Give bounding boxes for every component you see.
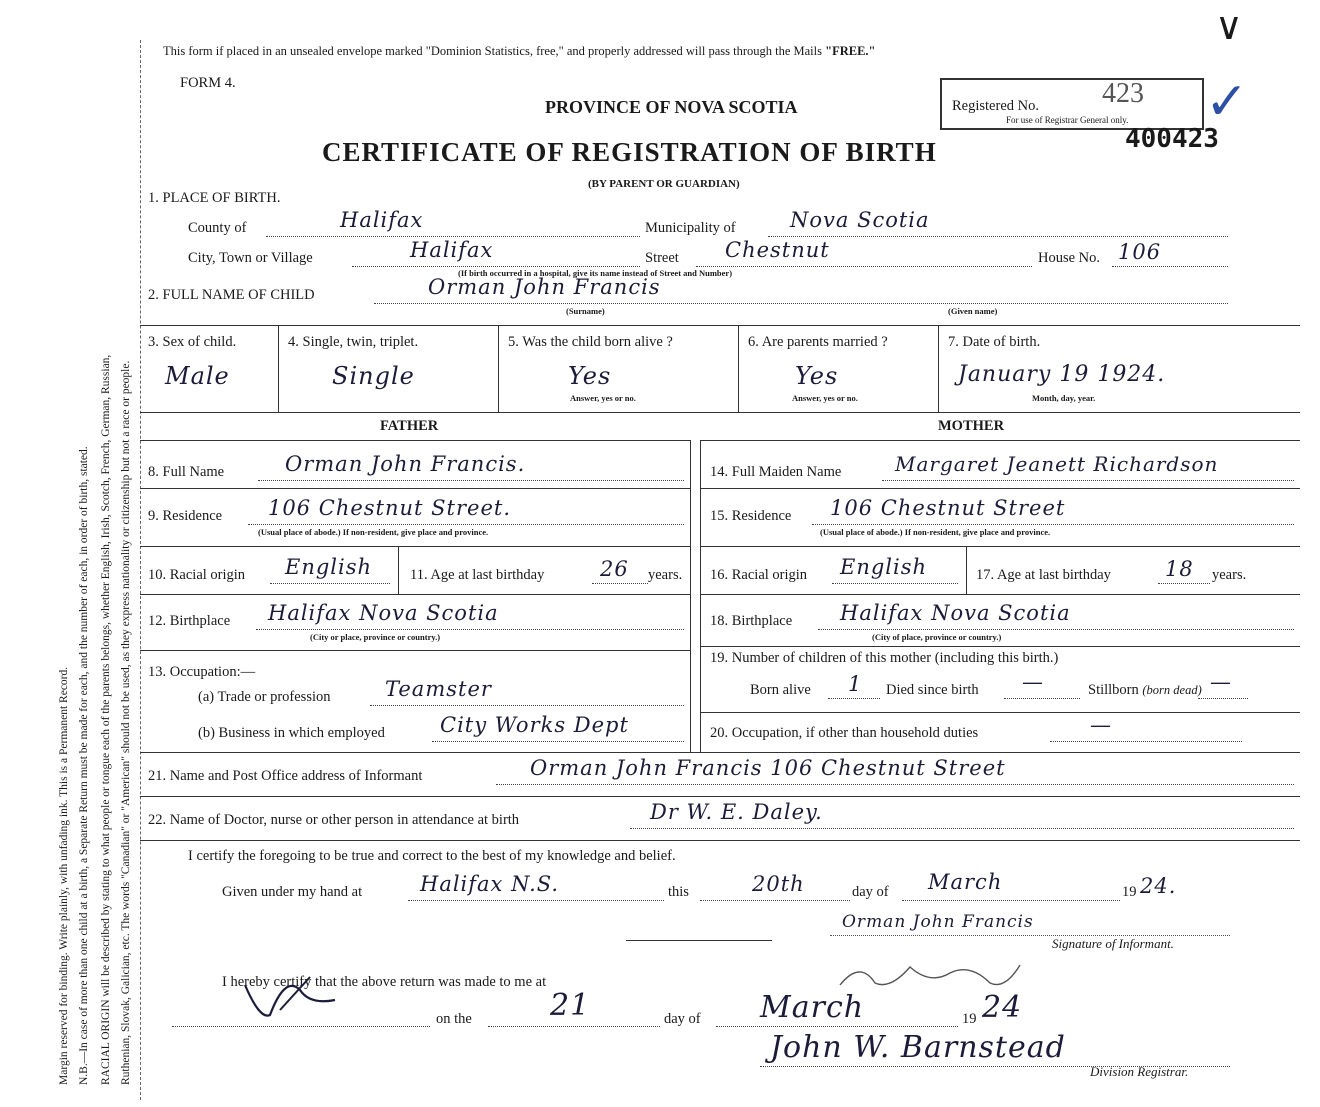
doctor-line — [630, 828, 1294, 829]
surname-note: (Surname) — [566, 306, 605, 316]
rule-top-items — [140, 325, 1300, 326]
stamp-number: 400423 — [1125, 124, 1219, 154]
registrar-year-suffix: 24 — [982, 990, 1023, 1025]
city-label: City, Town or Village — [188, 250, 313, 266]
municipality-label: Municipality of — [645, 220, 736, 236]
nb-note: N.B.—In case of more than one child at a birth, a Separate Return must be made for each, and the number of each, in order of birth, stated. — [78, 446, 90, 1085]
county-line — [266, 236, 640, 237]
registrar-day-line — [488, 1026, 660, 1027]
doctor-value: Dr W. E. Daley. — [650, 800, 823, 824]
registrar-mark-scribble — [830, 955, 1030, 995]
rule-items-bottom — [140, 412, 1300, 413]
mother-heading: MOTHER — [938, 418, 1005, 434]
born-alive-value: 1 — [848, 672, 863, 696]
mother-occupation-value: — — [1090, 713, 1112, 737]
registrar-day-of-label: day of — [664, 1011, 701, 1027]
child-name-line — [374, 303, 1228, 304]
mother-birthplace-note: (City of place, province or country.) — [872, 632, 1002, 642]
mother-birthplace-value: Halifax Nova Scotia — [840, 601, 1071, 625]
stillborn-label: Stillborn (born dead) — [1088, 682, 1202, 698]
rule-m5 — [700, 712, 1300, 713]
col-div-4 — [938, 325, 939, 413]
father-business-value: City Works Dept — [440, 713, 629, 737]
father-trade-line — [370, 705, 684, 706]
stillborn-value: — — [1210, 670, 1232, 694]
stillborn-line — [1198, 698, 1248, 699]
father-occupation-label: 13. Occupation:— — [148, 664, 256, 680]
father-trade-label: (a) Trade or profession — [198, 689, 331, 705]
born-alive-line — [828, 698, 880, 699]
rule-m3 — [700, 594, 1300, 595]
mother-residence-label: 15. Residence — [710, 508, 792, 524]
father-racial-line — [270, 583, 390, 584]
child-name-label: 2. FULL NAME OF CHILD — [148, 287, 315, 303]
father-years: years. — [648, 567, 683, 583]
mother-name-line — [882, 480, 1294, 481]
mother-age-div — [966, 546, 967, 594]
father-residence-label: 9. Residence — [148, 508, 223, 524]
registrar-statement: I hereby certify that the above return was made to me at — [222, 974, 547, 990]
married-label: 6. Are parents married ? — [748, 334, 888, 350]
mother-years: years. — [1212, 567, 1247, 583]
mail-notice: This form if placed in an unsealed envelope marked "Dominion Statistics, free," and properly addressed will pass through the Mails "FREE." — [163, 44, 876, 58]
father-residence-line — [248, 524, 684, 525]
county-value: Halifax — [340, 208, 424, 232]
racial-note-1: RACIAL ORIGIN will be described by stating to what people or tongue each of the parents belongs, whether English, Irish, Scotch, French, German, Russian, — [100, 354, 112, 1085]
rule-f4 — [140, 650, 690, 651]
house-value: 106 — [1118, 240, 1162, 264]
father-racial-value: English — [285, 555, 373, 579]
sex-value: Male — [165, 362, 230, 390]
margin-note: Margin reserved for binding. Write plainly, with unfading ink. This is a Permanent Record. — [58, 666, 70, 1085]
parents-divider-r — [700, 440, 701, 752]
registered-value: 423 — [1102, 78, 1144, 109]
rule-m1 — [700, 488, 1300, 489]
certify-statement: I certify the foregoing to be true and correct to the best of my knowledge and belief. — [188, 848, 676, 864]
informant-line — [496, 784, 1294, 785]
born-alive-label: Born alive — [750, 682, 811, 698]
rule-21 — [140, 796, 1300, 797]
month-line — [902, 900, 1120, 901]
margin-rule — [140, 40, 141, 1100]
registrar-month-line — [716, 1026, 958, 1027]
father-name-line — [258, 480, 684, 481]
house-label: House No. — [1038, 250, 1101, 266]
child-name-value: Orman John Francis — [428, 275, 661, 299]
rule-parents-bottom — [140, 752, 1300, 753]
check-mark: ✓ — [1205, 74, 1249, 131]
year-suffix: 24. — [1140, 874, 1177, 898]
rule-f3 — [140, 594, 690, 595]
mother-name-value: Margaret Jeanett Richardson — [895, 452, 1219, 476]
rule-f1 — [140, 488, 690, 489]
father-residence-note: (Usual place of abode.) If non-resident, give place and province. — [258, 527, 489, 537]
mother-name-label: 14. Full Maiden Name — [710, 464, 842, 480]
day-value: 20th — [752, 872, 805, 896]
alive-value: Yes — [568, 362, 612, 390]
father-name-value: Orman John Francis. — [285, 452, 526, 476]
mother-racial-line — [832, 583, 958, 584]
given-place-value: Halifax N.S. — [420, 872, 560, 896]
mother-residence-line — [812, 524, 1294, 525]
city-value: Halifax — [410, 238, 494, 262]
year-prefix: 19 — [1122, 884, 1137, 900]
alive-note: Answer, yes or no. — [570, 393, 636, 403]
hospital-note: (If birth occurred in a hospital, give its name instead of Street and Number) — [458, 268, 733, 278]
alive-label: 5. Was the child born alive ? — [508, 334, 673, 350]
mother-age-label: 17. Age at last birthday — [976, 567, 1111, 583]
father-birthplace-note: (City or place, province or country.) — [310, 632, 441, 642]
rule-heading-l — [140, 440, 690, 441]
certificate-title: CERTIFICATE OF REGISTRATION OF BIRTH — [322, 137, 937, 167]
given-place-line — [408, 900, 664, 901]
street-value: Chestnut — [725, 238, 830, 262]
day-of-label: day of — [852, 884, 889, 900]
registrar-note: For use of Registrar General only. — [1006, 115, 1129, 125]
corner-tick: ∨ — [1215, 4, 1243, 48]
house-line — [1112, 266, 1228, 267]
informant-signature-caption: Signature of Informant. — [1052, 936, 1174, 951]
father-residence-value: 106 Chestnut Street. — [268, 496, 511, 520]
registrar-month-value: March — [760, 990, 865, 1025]
col-div-1 — [278, 325, 279, 413]
father-age-line — [592, 583, 648, 584]
married-value: Yes — [795, 362, 839, 390]
given-label: Given under my hand at — [222, 884, 363, 900]
rule-f2 — [140, 546, 690, 547]
street-label: Street — [645, 250, 679, 266]
rule-22 — [140, 840, 1300, 841]
mother-age-line — [1158, 583, 1210, 584]
day-line — [700, 900, 850, 901]
died-line — [1004, 698, 1080, 699]
father-birthplace-value: Halifax Nova Scotia — [268, 601, 499, 625]
mother-residence-note: (Usual place of abode.) If non-resident, give place and province. — [820, 527, 1051, 537]
racial-note-2: Ruthenian, Slovak, Galician, etc. The words "Canadian" or "American" should not be used, as they express nationality or citizenship but not a race or people. — [120, 360, 132, 1085]
registrar-signature: John W. Barnstead — [770, 1030, 1066, 1065]
father-age-label: 11. Age at last birthday — [410, 567, 545, 583]
mother-occupation-label: 20. Occupation, if other than household duties — [710, 725, 979, 741]
registrar-initials-scribble — [240, 965, 350, 1025]
mother-occupation-line — [1050, 741, 1242, 742]
dob-label: 7. Date of birth. — [948, 334, 1041, 350]
father-age-value: 26 — [600, 557, 629, 581]
this-label: this — [668, 884, 689, 900]
registrar-caption: Division Registrar. — [1090, 1064, 1189, 1079]
city-line — [352, 266, 640, 267]
rule-m4 — [700, 646, 1300, 647]
place-heading: 1. PLACE OF BIRTH. — [148, 190, 281, 206]
married-note: Answer, yes or no. — [792, 393, 858, 403]
mother-racial-label: 16. Racial origin — [710, 567, 808, 583]
col-div-2 — [498, 325, 499, 413]
municipality-value: Nova Scotia — [790, 208, 930, 232]
plurality-label: 4. Single, twin, triplet. — [288, 334, 419, 350]
plurality-value: Single — [332, 362, 415, 390]
month-value: March — [928, 870, 1003, 894]
mother-birthplace-label: 18. Birthplace — [710, 613, 793, 629]
given-note: (Given name) — [948, 306, 998, 316]
form-number: FORM 4. — [180, 75, 236, 91]
informant-label: 21. Name and Post Office address of Informant — [148, 768, 423, 784]
father-birthplace-line — [256, 629, 684, 630]
father-birthplace-label: 12. Birthplace — [148, 613, 231, 629]
registrar-year-prefix: 19 — [962, 1011, 977, 1027]
dob-note: Month, day, year. — [1032, 393, 1096, 403]
father-trade-value: Teamster — [385, 677, 492, 701]
registered-label: Registered No. — [952, 98, 1039, 114]
mother-age-value: 18 — [1165, 557, 1194, 581]
father-business-line — [432, 741, 684, 742]
doctor-label: 22. Name of Doctor, nurse or other person in attendance at birth — [148, 812, 520, 828]
registrar-day-value: 21 — [550, 988, 591, 1023]
rule-heading-r — [700, 440, 1300, 441]
street-line — [696, 266, 1032, 267]
mother-racial-value: English — [840, 555, 928, 579]
died-label: Died since birth — [886, 682, 979, 698]
died-value: — — [1022, 670, 1044, 694]
mother-birthplace-line — [818, 629, 1294, 630]
father-heading: FATHER — [380, 418, 439, 434]
col-div-3 — [738, 325, 739, 413]
registrar-place-line — [172, 1026, 430, 1027]
mother-residence-value: 106 Chestnut Street — [830, 496, 1066, 520]
registered-box — [940, 78, 1204, 130]
rule-m2 — [700, 546, 1300, 547]
father-name-label: 8. Full Name — [148, 464, 225, 480]
separator-rule — [626, 940, 772, 941]
father-racial-label: 10. Racial origin — [148, 567, 246, 583]
on-the-label: on the — [436, 1011, 472, 1027]
dob-value: January 19 1924. — [958, 362, 1166, 387]
province-heading: PROVINCE OF NOVA SCOTIA — [545, 97, 798, 117]
sex-label: 3. Sex of child. — [148, 334, 237, 350]
subtitle: (BY PARENT OR GUARDIAN) — [588, 178, 740, 190]
mother-children-label: 19. Number of children of this mother (including this birth.) — [710, 650, 1059, 666]
parents-divider-l — [690, 440, 691, 752]
father-age-div — [398, 546, 399, 594]
municipality-line — [768, 236, 1228, 237]
informant-signature: Orman John Francis — [842, 912, 1034, 932]
stillborn-note: (born dead) — [1142, 683, 1202, 697]
county-label: County of — [188, 220, 247, 236]
father-business-label: (b) Business in which employed — [198, 725, 385, 741]
informant-value: Orman John Francis 106 Chestnut Street — [530, 756, 1006, 780]
